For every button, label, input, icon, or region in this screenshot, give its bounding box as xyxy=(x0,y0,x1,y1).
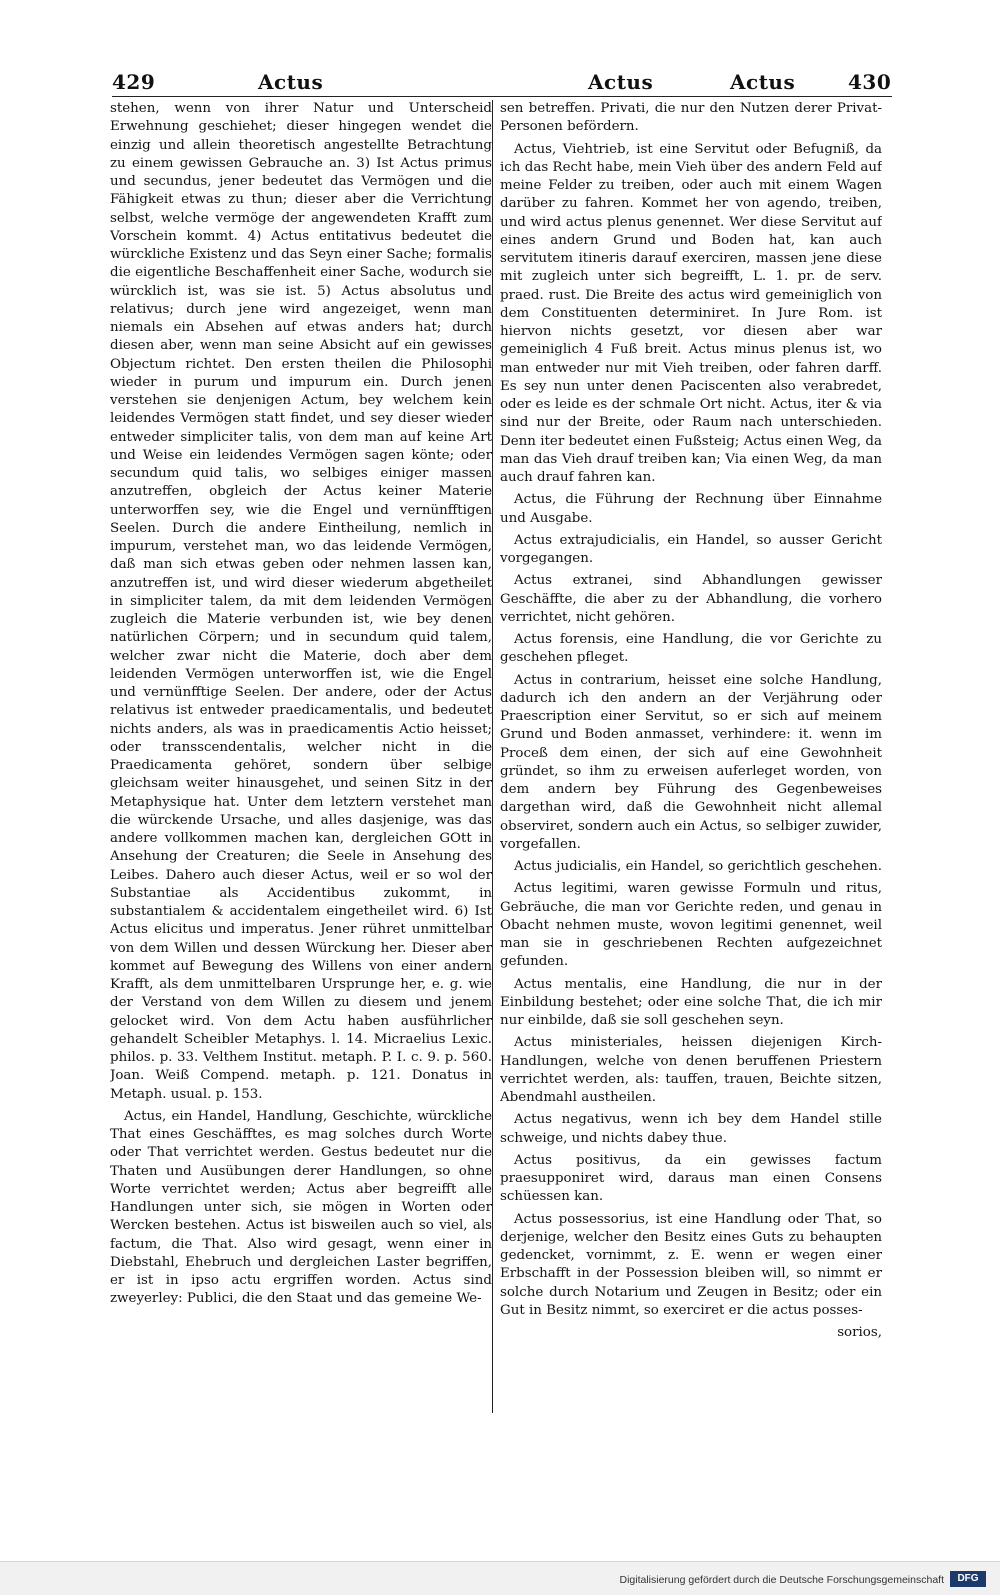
footer-credit: Digitalisierung gefördert durch die Deutsche Forschungsgemeinschaft xyxy=(619,1574,944,1586)
right-paragraph-9: Actus legitimi, waren gewisse Formuln und ritus, Gebräuche, die man vor Gerichte reden, und genau in Obacht nehmen muste, wovon legitimi genennet, weil man sie in geschriebenen Rechten aufgezeichnet gefunden. xyxy=(500,881,882,970)
running-head-left: Actus xyxy=(258,70,324,94)
running-head-right: Actus xyxy=(730,70,796,94)
right-paragraph-13: Actus positivus, da ein gewisses factum praesupponiret wird, daraus man einen Consens schüessen kan. xyxy=(500,1152,882,1205)
left-column xyxy=(110,100,492,1412)
right-paragraph-12: Actus negativus, wenn ich bey dem Handel stille schweige, und nichts dabey thue. xyxy=(500,1112,882,1146)
right-paragraph-11: Actus ministeriales, heissen diejenigen Kirch-Handlungen, welche von denen beruffenen Priestern verrichtet werden, als: tauffen, trauen, Beichte sitzen, Abendmahl austheilen. xyxy=(500,1035,882,1105)
right-paragraph-7: Actus in contrarium, heisset eine solche Handlung, dadurch ich den andern an der Verjährung oder Praescription einer Servitut, so er sich auf meinem Grund und Boden anmasset, verhindere: it. wenn im Proceß dem einen, der sich auf eine Gewohnheit gründet, so ihm zu erweisen auferleget worden, von dem andern bey Führung des Gegenbeweises dargethan wird, daß die Gewohnheit nicht allemal observiret, sondern auch ein Actus, so selbiger zuwider, vorgefallen. xyxy=(500,672,882,852)
right-paragraph-3: Actus, die Führung der Rechnung über Einnahme und Ausgabe. xyxy=(500,492,882,526)
dfg-logo-icon: DFG xyxy=(950,1571,986,1587)
right-paragraph-15: sorios, xyxy=(837,1325,882,1340)
left-paragraph-1: stehen, wenn von ihrer Natur und Unterscheid Erwehnung geschiehet; dieser hingegen wendet die einzig und allein theoretisch angestellte Betrachtung zu einem gewissen Gebrauche an. 3) Ist Actus primus und secundus, jener bedeutet das Vermögen und die Fähigkeit etwas zu thun; dieser aber die Verrichtung selbst, welche vermöge der angewendeten Krafft zum Vorschein kommt. 4) Actus entitativus bedeutet die würckliche Existenz und das Seyn einer Sache; formalis die eigentliche Beschaffenheit einer Sache, wodurch sie würcklich ist, was sie ist. 5) Actus absolutus und relativus; durch jene wird angezeiget, wenn man niemals ein Absehen auf etwas anders hat; durch diesen aber, wenn man seine Absicht auf ein gewisses Objectum richtet. Den ersten theilen die Philosophi wieder in purum und impurum ein. Durch jenen verstehen sie denjenigen Actum, bey welchem kein leidendes Vermögen statt findet, und sey dieser wieder entweder simpliciter talis, von dem man auf keine Art und Weise ein leidendes Vermögen sagen könte; oder secundum quid talis, wo selbiges einiger massen anzutreffen, obgleich der Actus keiner Materie unterworffen sey, wie die Engel und vernünfftigen Seelen. Durch die andere Eintheilung, nemlich in impurum, verstehet man, wo das leidende Vermögen, daß man sich etwas geben oder nehmen lassen kan, anzutreffen ist, und wird dieser wiederum abgetheilet in simpliciter talem, da mit dem leidenden Vermögen zugleich die Materie verbunden ist, wie bey denen natürlichen Cörpern; und in secundum quid talem, welcher zwar nicht die Materie, doch aber dem leidenden Vermögen unterworffen ist, wie die Engel und vernünfftige Seelen. Der andere, oder der Actus relativus ist entweder praedicamentalis, und bedeutet nichts anders, als was in praedicamentis Actio heisset; oder transscendentalis, welcher nicht in die Praedicamenta gehöret, sondern über selbige gleichsam weiter hinausgehet, und seinen Sitz in der Metaphysique hat. Unter dem letztern verstehet man die würckende Ursache, und alles dasjenige, was das andere vollkommen machen kan, dergleichen GOtt in Ansehung der Creaturen; die Seele in Ansehung des Leibes. Dahero auch dieser Actus, weil er so wol der Substantiae als Accidentibus zukommt, in substantialem & accidentalem eingetheilet wird. 6) Ist Actus elicitus und imperatus. Jener rühret unmittelbar von dem Willen und dessen Würckung her. Dieser aber kommet auf Bewegung des Willens von einer andern Krafft, als dem unmittelbaren Ursprunge her, e. g. wie der Verstand von dem Willen zu diesem und jenem gelocket wird. Von dem Actu haben ausführlicher gehandelt Scheibler Metaphys. l. 14. Micraelius Lexic. philos. p. 33. Velthem Institut. metaph. P. I. c. 9. p. 560. Joan. Weiß Compend. metaph. p. 121. Donatus in Metaph. usual. p. 153. xyxy=(110,101,492,1102)
right-paragraph-10: Actus mentalis, eine Handlung, die nur in der Einbildung bestehet; oder eine solche That, die ich mir nur einbilde, daß sie soll geschehen seyn. xyxy=(500,976,882,1028)
right-paragraph-8: Actus judicialis, ein Handel, so gerichtlich geschehen. xyxy=(514,859,882,874)
column-separator xyxy=(492,100,493,1413)
right-paragraph-1: sen betreffen. Privati, die nur den Nutzen derer Privat-Personen befördern. xyxy=(500,101,882,135)
right-paragraph-4: Actus extrajudicialis, ein Handel, so ausser Gericht vorgegangen. xyxy=(500,532,882,566)
page-number-left: 429 xyxy=(112,70,156,94)
right-column xyxy=(500,100,882,1412)
left-paragraph-2: Actus, ein Handel, Handlung, Geschichte, würckliche That eines Geschäfftes, es mag solches durch Worte oder That verrichtet werden. Gestus bedeutet nur die Thaten und Ausübungen derer Handlungen, so ohne Worte verrichtet werden; Actus aber begreifft alle Handlungen unter sich, sie mögen in Worten oder Wercken bestehen. Actus ist bisweilen auch so viel, als factum, die That. Also wird gesagt, wenn einer in Diebstahl, Ehebruch und dergleichen Laster begriffen, er ist in ipso actu ergriffen worden. Actus sind zweyerley: Publici, die den Staat und das gemeine We- xyxy=(110,1108,492,1307)
header-rule xyxy=(112,96,892,97)
right-paragraph-14: Actus possessorius, ist eine Handlung oder That, so derjenige, welcher den Besitz eines Guts zu behaupten gedencket, vornimmt, z. E. wenn er wegen einer Erbschafft in der Possession bleiben will, so nimmt er solche durch Notarium und Zeugen in Besitz; oder ein Gut in Besitz nimmt, so exerciret er die actus posses- xyxy=(500,1211,882,1318)
right-paragraph-6: Actus forensis, eine Handlung, die vor Gerichte zu geschehen pfleget. xyxy=(500,632,882,666)
running-head-center: Actus xyxy=(588,70,654,94)
right-paragraph-5: Actus extranei, sind Abhandlungen gewisser Geschäffte, die aber zu der Abhandlung, die vorhero verrichtet, nicht gehören. xyxy=(500,573,882,625)
page-number-right: 430 xyxy=(848,70,892,94)
right-paragraph-2: Actus, Viehtrieb, ist eine Servitut oder Befugniß, da ich das Recht habe, mein Vieh über des andern Feld auf meine Felder zu treiben, oder auch mit einem Wagen darüber zu fahren. Kommet her von agendo, treiben, und wird actus plenus genennet. Wer diese Servitut auf eines andern Grund und Boden hat, kan auch servitutem itineris darauf exerciren, massen jene diese mit zugleich unter sich begreifft, L. 1. pr. de serv. praed. rust. Die Breite des actus wird gemeiniglich von dem Constituenten determiniret. In Jure Rom. ist hiervon nichts gesetzt, vor diesen aber war gemeiniglich 4 Fuß breit. Actus minus plenus ist, wo man entweder nur mit Vieh treiben, oder fahren darff. Es sey nun unter denen Paciscenten also verabredet, oder es leide es der schmale Ort nicht. Actus, iter & via sind nur der Breite, oder Raum nach unterschieden. Denn iter bedeutet einen Fußsteig; Actus einen Weg, da man das Vieh drauf treiben kan; Via einen Weg, da man auch drauf fahren kan. xyxy=(500,141,882,485)
